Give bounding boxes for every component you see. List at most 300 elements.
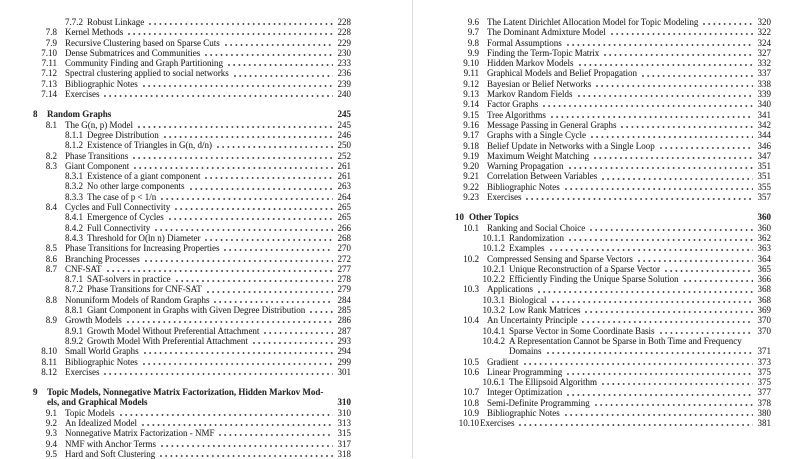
toc-page-number: 261: [337, 160, 351, 171]
toc-entry: [455, 264, 771, 274]
toc-entry-number: 10.1.1: [482, 232, 505, 243]
toc-entry-number: 10.3.2: [482, 305, 505, 316]
toc-entry-title: Giant Component in Graphs with Given Degree Distribution: [87, 305, 306, 316]
toc-entry-number: 9.10: [463, 58, 479, 69]
toc-entry-number: 9.15: [463, 109, 479, 120]
toc-page-number: 365: [757, 263, 771, 274]
toc-entry: [455, 89, 771, 99]
toc-entry-title: Phase Transitions for Increasing Properties: [65, 243, 220, 254]
toc-entry: [33, 68, 351, 78]
toc-leader-dots: [120, 408, 333, 418]
toc-entry: [33, 346, 351, 356]
toc-leader-dots: [547, 346, 754, 356]
toc-entry: [33, 161, 351, 171]
toc-chapter-heading: [455, 212, 771, 222]
toc-entry-title: Factor Graphs: [487, 99, 539, 110]
toc-entry-title: Domains: [509, 346, 542, 357]
toc-entry-title: Warning Propagation: [487, 161, 564, 172]
toc-entry: [455, 17, 771, 27]
toc-leader-dots: [526, 192, 753, 202]
toc-leader-dots: [538, 284, 753, 294]
toc-entry-title: The Ellipsoid Algorithm: [509, 377, 597, 388]
toc-entry: [33, 284, 351, 294]
toc-page-number: 378: [757, 397, 771, 408]
toc-page-number: 278: [337, 274, 351, 285]
toc-page-number: 362: [757, 232, 771, 243]
toc-leader-dots: [582, 315, 753, 325]
toc-page-number: 252: [337, 150, 351, 161]
toc-entry-number: 10.1: [463, 222, 479, 233]
toc-leader-dots: [219, 428, 333, 438]
toc-entry-number: 10.2.1: [482, 263, 505, 274]
toc-entry: [33, 408, 351, 418]
toc-entry-number: 9.3: [45, 428, 57, 439]
toc-entry-title: Nonuniform Models of Random Graphs: [65, 294, 210, 305]
toc-entry: [33, 58, 351, 68]
toc-page-number: 371: [757, 346, 771, 357]
toc-entry: [33, 439, 351, 449]
toc-entry: [33, 305, 351, 315]
toc-entry: [33, 89, 351, 99]
toc-entry-number: 9: [33, 387, 38, 398]
toc-page-number: 338: [757, 78, 771, 89]
toc-entry-title: Semi-Definite Programming: [487, 397, 590, 408]
toc-entry-number: 7.9: [45, 37, 57, 48]
toc-entry-title: Hidden Markov Models: [487, 58, 574, 69]
toc-entry-title: Kernel Methods: [65, 27, 124, 38]
toc-leader-dots: [217, 140, 333, 150]
toc-entry: [33, 27, 351, 37]
toc-page-number: 327: [757, 47, 771, 58]
toc-entry: [33, 212, 351, 222]
toc-chapter-heading: [33, 109, 351, 119]
toc-entry-title: Community Finding and Graph Partitioning: [65, 58, 223, 69]
toc-entry-title: Bibliographic Notes: [487, 407, 560, 418]
toc-entry-number: 8.3.1: [65, 171, 83, 182]
toc-entry: [455, 233, 771, 243]
toc-entry-number: 10.5: [463, 356, 479, 367]
toc-page-number: 266: [337, 222, 351, 233]
toc-entry-number: 8: [33, 109, 38, 120]
toc-entry: [455, 305, 771, 315]
toc-entry-title: Dense Submatrices and Communities: [65, 47, 201, 58]
toc-leader-dots: [142, 418, 333, 428]
toc-leader-dots: [190, 181, 333, 191]
toc-entry-title: Linear Programming: [487, 366, 563, 377]
toc-page-number: 301: [337, 366, 351, 377]
toc-entry-number: 8.3: [45, 160, 57, 171]
toc-entry: [33, 151, 351, 161]
toc-entry: [455, 387, 771, 397]
toc-entry: [455, 192, 771, 202]
toc-page-number: 318: [337, 448, 351, 459]
toc-entry: [455, 418, 771, 428]
toc-entry-title: Exercises: [480, 418, 515, 429]
toc-entry-title: Markov Random Fields: [487, 89, 573, 100]
toc-entry-title: Existence of a giant component: [87, 171, 201, 182]
toc-entry-title: Sparse Vector in Some Coordinate Basis: [509, 325, 655, 336]
toc-entry: [33, 418, 351, 428]
toc-leader-dots: [228, 58, 333, 68]
toc-entry: [455, 110, 771, 120]
toc-leader-dots: [565, 182, 753, 192]
toc-entry-title: No other large components: [87, 181, 185, 192]
toc-entry: [33, 264, 351, 274]
toc-entry: [33, 181, 351, 191]
toc-leader-dots: [134, 161, 333, 171]
toc-entry-title: An Uncertainty Principle: [487, 315, 578, 326]
toc-leader-dots: [104, 367, 333, 377]
toc-entry-title: Bibliographic Notes: [487, 181, 560, 192]
toc-entry-title: Giant Component: [65, 160, 130, 171]
toc-leader-dots: [138, 120, 333, 130]
toc-entry: [455, 274, 771, 284]
toc-page-number: 355: [757, 181, 771, 192]
toc-entry: [455, 315, 771, 325]
toc-leader-dots: [552, 295, 754, 305]
toc-leader-dots: [205, 48, 333, 58]
toc-entry: [33, 357, 351, 367]
toc-entry-number: 8.7.1: [65, 274, 83, 285]
toc-entry-title: Hard and Soft Clustering: [65, 448, 156, 459]
toc-entry-number: 10.9: [463, 407, 479, 418]
toc-entry: [33, 192, 351, 202]
toc-entry-title: Compressed Sensing and Sparse Vectors: [487, 253, 633, 264]
toc-entry-title: Bayesian or Belief Networks: [487, 78, 592, 89]
toc-page-number: 317: [337, 438, 351, 449]
toc-entry: [455, 120, 771, 130]
toc-page-number: 286: [337, 315, 351, 326]
toc-leader-dots: [149, 17, 333, 27]
toc-entry-title: Robust Linkage: [87, 17, 145, 27]
toc-entry-number: 8.8.1: [65, 305, 83, 316]
toc-page-number: 272: [337, 253, 351, 264]
toc-page-number: 380: [757, 407, 771, 418]
toc-entry-number: 8.12: [41, 366, 57, 377]
toc-entry-number: 8.1.2: [65, 140, 83, 151]
toc-leader-dots: [207, 284, 333, 294]
toc-entry: [455, 284, 771, 294]
toc-entry: [33, 171, 351, 181]
toc-page-number: 360: [757, 222, 771, 233]
toc-entry-number: 10.3.1: [482, 294, 505, 305]
toc-page-number: 322: [757, 27, 771, 38]
toc-page-number: 279: [337, 284, 351, 295]
toc-entry-number: 8.1: [45, 119, 57, 130]
toc-page-number: 310: [337, 397, 351, 408]
toc-page-number: 368: [757, 294, 771, 305]
toc-page-number: 310: [337, 407, 351, 418]
toc-entry-title: Emergence of Cycles: [87, 212, 164, 223]
toc-entry-title: Other Topics: [469, 212, 519, 223]
toc-page-number: 368: [757, 284, 771, 295]
toc-entry-number: 8.9.2: [65, 335, 83, 346]
toc-page-number: 351: [757, 161, 771, 172]
toc-page-number: 299: [337, 356, 351, 367]
toc-entry-title: Formal Assumptions: [487, 37, 562, 48]
toc-leader-dots: [550, 243, 754, 253]
toc-page-right: [455, 17, 771, 429]
toc-leader-dots: [524, 357, 754, 367]
toc-entry: [455, 141, 771, 151]
toc-leader-dots: [143, 357, 333, 367]
toc-entry-number: 8.1.1: [65, 129, 83, 140]
toc-leader-dots: [161, 439, 333, 449]
toc-page-number: 366: [757, 274, 771, 285]
toc-entry-title: Randomization: [509, 232, 564, 243]
toc-page-number: 377: [757, 387, 771, 398]
toc-entry: [33, 17, 351, 27]
toc-entry: [455, 295, 771, 305]
toc-entry-number: 10.6.1: [482, 377, 505, 388]
toc-entry-number: 10.4: [463, 315, 479, 326]
toc-leader-dots: [585, 305, 753, 315]
toc-leader-dots: [638, 254, 753, 264]
toc-page-number: 228: [337, 17, 351, 27]
toc-entry-number: 8.9.1: [65, 325, 83, 336]
toc-entry: [33, 120, 351, 130]
toc-entry: [33, 367, 351, 377]
toc-entry-number: 9.8: [467, 37, 479, 48]
toc-entry-number: 10.7: [463, 387, 479, 398]
toc-entry: [455, 38, 771, 48]
toc-entry: [455, 398, 771, 408]
toc-leader-dots: [660, 326, 753, 336]
toc-entry-title: Gradient: [487, 356, 519, 367]
toc-page-number: 250: [337, 140, 351, 151]
toc-leader-dots: [594, 151, 753, 161]
toc-entry-title: Phase Transitions: [65, 150, 129, 161]
toc-entry-number: 7.12: [41, 68, 57, 79]
toc-entry-title: CNF-SAT: [65, 263, 102, 274]
toc-entry-number: 9.9: [467, 47, 479, 58]
toc-entry-title: The case of p < 1/n: [87, 191, 157, 202]
toc-entry: [455, 99, 771, 109]
toc-leader-dots: [569, 233, 753, 243]
toc-entry-title: Full Connectivity: [87, 222, 151, 233]
toc-page-number: 370: [757, 315, 771, 326]
toc-entry-title: A Representation Cannot be Sparse in Both Time and Frequency: [509, 335, 742, 346]
toc-leader-dots: [578, 89, 754, 99]
toc-entry-title: Bibliographic Notes: [65, 78, 138, 89]
toc-entry: [455, 182, 771, 192]
toc-page-number: 363: [757, 243, 771, 254]
toc-entry-title: Spectral clustering applied to social networks: [65, 68, 229, 79]
toc-page-number: 315: [337, 428, 351, 439]
toc-leader-dots: [310, 305, 333, 315]
toc-entry-number: 9.5: [45, 448, 57, 459]
toc-page-number: 240: [337, 89, 351, 100]
toc-entry-title: Small World Graphs: [65, 346, 139, 357]
toc-entry-title: Belief Update in Networks with a Single Loop: [487, 140, 655, 151]
toc-entry: [455, 408, 771, 418]
toc-entry-number: 9.16: [463, 119, 479, 130]
toc-entry-title: Degree Distribution: [87, 129, 159, 140]
toc-entry-number: 9.2: [45, 417, 57, 428]
toc-leader-dots: [565, 408, 753, 418]
toc-entry: [33, 79, 351, 89]
toc-page-number: 284: [337, 294, 351, 305]
toc-entry: [33, 223, 351, 233]
toc-page-number: 264: [337, 191, 351, 202]
toc-entry-title: The Latent Dirichlet Allocation Model for Topic Modeling: [487, 17, 699, 27]
toc-page-number: 277: [337, 263, 351, 274]
toc-entry-title: SAT-solvers in practice: [87, 274, 171, 285]
toc-entry: [33, 449, 351, 459]
toc-entry: [455, 336, 771, 346]
toc-entry: [33, 233, 351, 243]
toc-entry-title: Phase Transitions for CNF-SAT: [87, 284, 202, 295]
toc-page-number: 364: [757, 253, 771, 264]
toc-leader-dots: [175, 202, 333, 212]
toc-entry-title: Efficiently Finding the Unique Sparse Solution: [509, 274, 679, 285]
toc-leader-dots: [567, 387, 753, 397]
toc-entry: [455, 48, 771, 58]
toc-entry-title: NMF with Anchor Terms: [65, 438, 156, 449]
toc-entry-title: Graphical Models and Belief Propagation: [487, 68, 637, 79]
toc-entry-number: 8.10: [41, 346, 57, 357]
toc-page-number: 344: [757, 130, 771, 141]
toc-page-number: 369: [757, 305, 771, 316]
toc-entry: [455, 68, 771, 78]
toc-leader-dots: [169, 212, 333, 222]
toc-entry: [33, 274, 351, 284]
toc-page-number: 320: [757, 17, 771, 27]
toc-entry-title: Growth Model With Preferential Attachment: [87, 335, 248, 346]
toc-entry: [455, 346, 771, 356]
toc-page-number: 313: [337, 417, 351, 428]
toc-leader-dots: [543, 99, 753, 109]
toc-entry-title: Message Passing in General Graphs: [487, 119, 617, 130]
toc-entry-number: 9.11: [463, 68, 479, 79]
toc-entry-title: Tree Algorithms: [487, 109, 546, 120]
toc-entry-number: 10.3: [463, 284, 479, 295]
toc-leader-dots: [214, 295, 333, 305]
toc-page-number: 337: [757, 68, 771, 79]
toc-leader-dots: [567, 38, 753, 48]
toc-leader-dots: [642, 68, 753, 78]
toc-entry: [455, 367, 771, 377]
toc-leader-dots: [551, 110, 753, 120]
toc-page-number: 332: [757, 58, 771, 69]
toc-page-number: 360: [757, 212, 771, 223]
toc-leader-dots: [107, 264, 333, 274]
toc-entry-number: 8.3.2: [65, 181, 83, 192]
toc-entry-title: Low Rank Matrices: [509, 305, 581, 316]
toc-leader-dots: [596, 79, 753, 89]
toc-page-number: 265: [337, 212, 351, 223]
toc-entry-title: Existence of Triangles in G(n, d/n): [87, 140, 212, 151]
toc-entry-number: 8.11: [41, 356, 57, 367]
toc-entry-title: Growth Models: [65, 315, 122, 326]
toc-entry-title: els, and Graphical Models: [47, 397, 148, 408]
toc-entry: [33, 336, 351, 346]
toc-entry-number: 7.8: [45, 27, 57, 38]
toc-page-number: 351: [757, 171, 771, 182]
toc-entry-number: 8.4.2: [65, 222, 83, 233]
toc-entry: [33, 254, 351, 264]
toc-leader-dots: [160, 449, 333, 459]
toc-entry: [455, 79, 771, 89]
toc-entry-title: Unique Reconstruction of a Sparse Vector: [509, 263, 661, 274]
toc-entry-title: Threshold for O(ln n) Diameter: [87, 232, 201, 243]
toc-entry-title: Exercises: [65, 366, 100, 377]
toc-entry-number: 8.7.2: [65, 284, 83, 295]
toc-page-number: 294: [337, 346, 351, 357]
toc-entry: [455, 223, 771, 233]
toc-entry-title: Nonnegative Matrix Factorization - NMF: [65, 428, 215, 439]
toc-leader-dots: [591, 130, 753, 140]
toc-entry-number: 8.2: [45, 150, 57, 161]
toc-leader-dots: [684, 274, 753, 284]
toc-page-number: 263: [337, 181, 351, 192]
toc-leader-dots: [143, 79, 333, 89]
page-divider: [412, 0, 413, 458]
toc-page-number: 265: [337, 202, 351, 213]
toc-entry: [455, 377, 771, 387]
toc-page-number: 229: [337, 37, 351, 48]
toc-entry-title: Topic Models: [65, 407, 115, 418]
toc-entry-number: 10.1.2: [482, 243, 505, 254]
toc-leader-dots: [264, 326, 333, 336]
toc-entry: [33, 243, 351, 253]
toc-entry-number: 8.9: [45, 315, 57, 326]
toc-leader-dots: [660, 141, 753, 151]
toc-leader-dots: [176, 274, 333, 284]
toc-leader-dots: [621, 120, 753, 130]
toc-entry-number: 7.10: [41, 47, 57, 58]
toc-entry: [33, 295, 351, 305]
toc-page-number: 375: [757, 377, 771, 388]
toc-page-number: 381: [757, 418, 771, 429]
toc-entry: [455, 151, 771, 161]
toc-entry: [455, 161, 771, 171]
toc-entry-number: 10: [455, 212, 464, 223]
toc-entry-title: The Dominant Admixture Model: [487, 27, 606, 38]
toc-entry: [455, 243, 771, 253]
toc-entry-title: Graphs with a Single Cycle: [487, 130, 586, 141]
toc-entry-number: 9.12: [463, 78, 479, 89]
toc-entry-title: Correlation Between Variables: [487, 171, 598, 182]
toc-entry-number: 10.6: [463, 366, 479, 377]
toc-entry: [455, 171, 771, 181]
toc-entry-number: 9.6: [467, 17, 479, 27]
toc-entry-title: The G(n, p) Model: [65, 119, 133, 130]
toc-leader-dots: [611, 27, 753, 37]
toc-entry: [33, 38, 351, 48]
toc-leader-dots: [225, 38, 333, 48]
toc-leader-dots: [144, 346, 333, 356]
toc-leader-dots: [104, 89, 333, 99]
toc-leader-dots: [519, 418, 753, 428]
toc-entry-title: Branching Processes: [65, 253, 140, 264]
toc-page-number: 268: [337, 232, 351, 243]
toc-entry: [455, 254, 771, 264]
toc-entry-title: Random Graphs: [47, 109, 112, 120]
toc-entry-number: 8.4: [45, 202, 57, 213]
toc-page-number: 270: [337, 243, 351, 254]
toc-leader-dots: [128, 27, 333, 37]
toc-entry: [33, 202, 351, 212]
toc-entry-title: Finding the Term-Topic Matrix: [487, 47, 600, 58]
toc-leader-dots: [224, 243, 333, 253]
toc-entry-title: Growth Model Without Preferential Attachment: [87, 325, 260, 336]
toc-entry-number: 9.20: [463, 161, 479, 172]
toc-leader-dots: [127, 315, 333, 325]
toc-leader-dots: [155, 223, 333, 233]
toc-page-number: 239: [337, 78, 351, 89]
toc-page-number: 245: [337, 119, 351, 130]
